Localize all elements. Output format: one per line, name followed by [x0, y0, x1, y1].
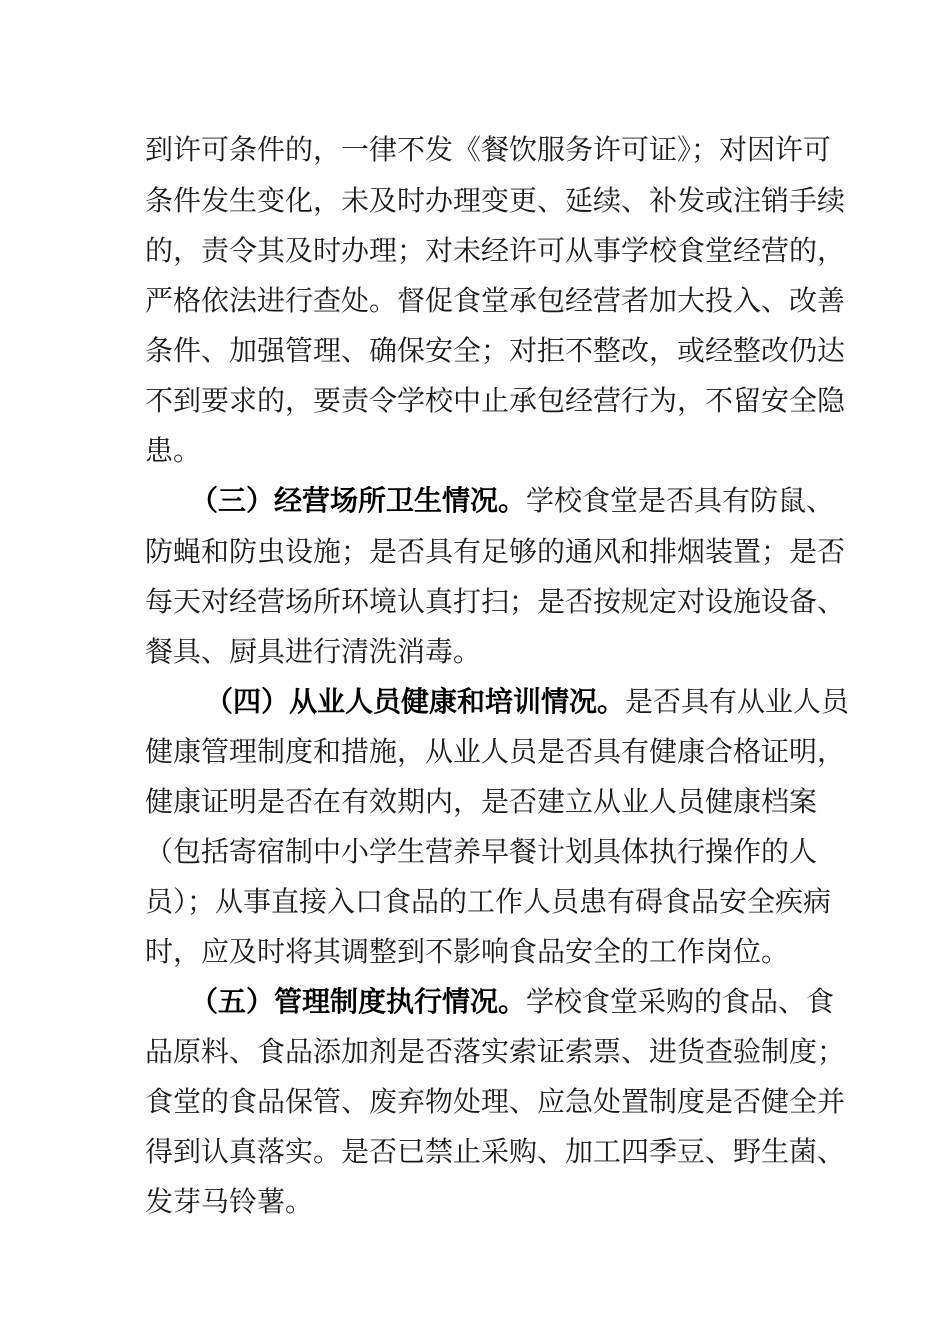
paragraph-line: 患。	[145, 434, 202, 467]
paragraph-line: 健康管理制度和措施，从业人员是否具有健康合格证明，	[145, 735, 846, 768]
paragraph-line: 餐具、厨具进行清洗消毒。	[145, 635, 482, 668]
paragraph-line: 每天对经营场所环境认真打扫；是否按规定对设施设备、	[145, 585, 846, 618]
paragraph-line: 严格依法进行查处。督促食堂承包经营者加大投入、改善	[145, 284, 846, 317]
paragraph-line: 到许可条件的，一律不发《餐饮服务许可证》；对因许可	[145, 133, 832, 166]
paragraph-line: 条件、加强管理、确保安全；对拒不整改，或经整改仍达	[145, 334, 846, 367]
paragraph-line: 食堂的食品保管、废弃物处理、应急处置制度是否健全并	[145, 1085, 846, 1118]
paragraph-line: 发芽马铃薯。	[145, 1185, 314, 1218]
paragraph-line: 不到要求的，要责令学校中止承包经营行为，不留安全隐	[145, 384, 846, 417]
paragraph-line: 品原料、食品添加剂是否落实索证索票、进货查验制度；	[145, 1035, 846, 1068]
section-3-heading: （三）经营场所卫生情况。	[190, 484, 527, 517]
paragraph-line: 时，应及时将其调整到不影响食品安全的工作岗位。	[145, 935, 790, 968]
section-5-heading: （五）管理制度执行情况。	[190, 985, 527, 1018]
paragraph-line: （包括寄宿制中小学生营养早餐计划具体执行操作的人	[145, 835, 818, 868]
section-3-first-line-text: 学校食堂是否具有防鼠、	[526, 484, 835, 517]
section-4-first-line-text: 是否具有从业人员	[625, 685, 850, 718]
paragraph-line: 得到认真落实。是否已禁止采购、加工四季豆、野生菌、	[145, 1135, 846, 1168]
section-4-heading: （四）从业人员健康和培训情况。	[205, 685, 626, 718]
section-3-first-line	[190, 476, 835, 526]
paragraph-line: 防蝇和防虫设施；是否具有足够的通风和排烟装置；是否	[145, 535, 846, 568]
section-5-first-line-text: 学校食堂采购的食品、食	[526, 985, 835, 1018]
section-4-first-line	[205, 677, 850, 727]
paragraph-line: 健康证明是否在有效期内，是否建立从业人员健康档案	[145, 785, 818, 818]
paragraph-line: 条件发生变化，未及时办理变更、延续、补发或注销手续	[145, 184, 846, 217]
section-5-first-line	[190, 977, 835, 1027]
paragraph-line: 的，责令其及时办理；对未经许可从事学校食堂经营的，	[145, 234, 846, 267]
paragraph-line: 员）；从事直接入口食品的工作人员患有碍食品安全疾病	[145, 885, 832, 918]
